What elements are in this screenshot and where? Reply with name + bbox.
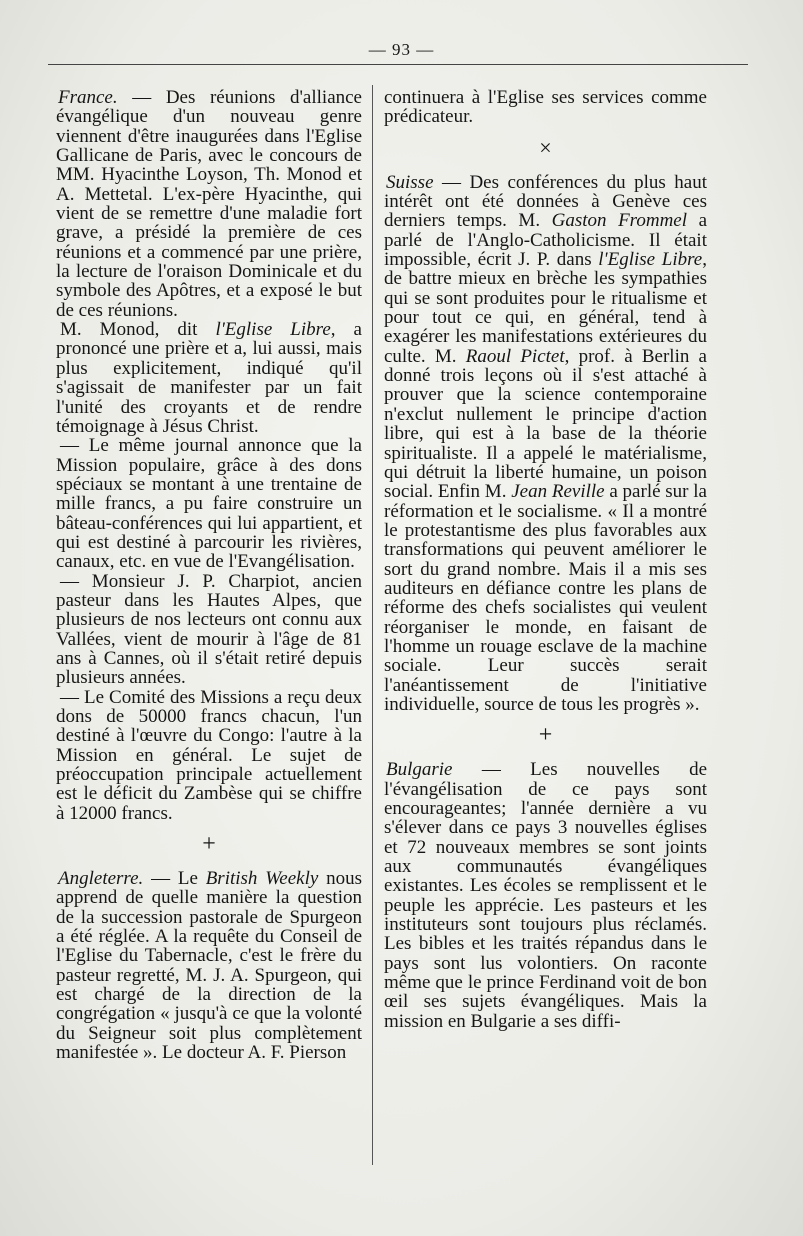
person-name: Jean Reville	[511, 481, 605, 503]
paragraph-monod	[56, 320, 362, 436]
section-heading-france: France.	[58, 87, 118, 108]
paragraph-angleterre	[56, 869, 362, 1062]
right-column	[384, 88, 707, 1031]
paragraph-continuation: continuera à l'Eglise ses services comme prédicateur.	[384, 87, 707, 128]
journal-name: l'Eglise Libre	[215, 319, 331, 341]
suisse-text-5: a parlé sur la réformation et le socialisme. « Il a montré le protestantisme des plus favorables aux transformations qui peuvent améliorer le sort du grand nombre. Mais il a mis ses auditeurs en défiance contre les plans de réforme des chefs socialistes qui veulent réorganiser le monde, en faisant de l'homme un rouage esclave de la machine sociale. Leur succès serait l'anéantissement de l'initiative individuelle, source de tous les progrès ».	[384, 481, 707, 715]
paragraph-suisse	[384, 173, 707, 715]
section-heading-suisse: Suisse	[386, 171, 434, 193]
page-number: — 93 —	[368, 40, 435, 59]
angleterre-text-pre: — Le	[143, 868, 206, 890]
monod-text-post: , a prononcé une prière et a, lui aussi, mais plus explicitement, indiqué qu'il s'agissait de manifester par un fait l'unité des croyants et de rendre témoignage à Jésus Christ.	[56, 319, 362, 437]
left-column	[56, 88, 362, 1063]
section-heading-angleterre: Angleterre.	[58, 868, 144, 890]
paragraph-bulgarie	[384, 760, 707, 1031]
suisse-text-3: , de battre mieux en brèche les sympathies qui se sont produites pour le ritualisme et pour tout ce qui, en général, tend à exagérer les manifestations extérieures du culte. M.	[384, 249, 707, 367]
header-rule	[48, 64, 748, 65]
section-heading-bulgarie: Bulgarie	[386, 759, 453, 781]
paragraph-comite: — Le Comité des Missions a reçu deux dons de 50000 francs chacun, l'un destiné à l'œuvre du Congo: l'autre à la Mission en général. Le sujet de préoccupation principale actuellement est le déficit du Zambèse qui se chiffre à 12000 francs.	[56, 686, 362, 824]
suisse-text-4: , prof. à Berlin a donné trois leçons où il s'est attaché à prouver que la science contemporaine n'exclut nullement le principe d'action libre, qui est à la base de la théorie spiritualiste. Il a appelé le matérialisme, qui détruit la liberté humaine, un poison social. Enfin M.	[384, 345, 707, 503]
journal-name: l'Eglise Libre	[598, 249, 703, 271]
journal-name: British Weekly	[205, 868, 319, 890]
paragraph-charpiot: — Monsieur J. P. Charpiot, ancien pasteur dans les Hautes Alpes, que plusieurs de nos lecteurs ont connu aux Vallées, vient de mourir à l'âge de 81 ans à Cannes, où il s'était retiré depuis plusieurs années.	[56, 570, 362, 689]
france-text: — Des réunions d'alliance évangélique d'un nouveau genre viennent d'être inaugurées dans l'Eglise Gallicane de Paris, avec le concours de MM. Hyacinthe Loyson, Th. Monod et A. Mettetal. L'ex-père Hyacinthe, qui vient de se remettre d'une maladie fort grave, a présidé la première de ces réunions et a commencé par une prière, la lecture de l'oraison Dominicale et du symbole des Apôtres, et a exposé le but de ces réunions.	[56, 87, 362, 321]
section-separator: ×	[539, 134, 552, 160]
person-name: Raoul Pictet	[465, 345, 565, 367]
column-divider	[372, 85, 373, 1165]
suisse-text-2: a parlé de l'Anglo-Catholicisme. Il était impossible, écrit J. P. dans	[384, 210, 707, 271]
paragraph-mission-populaire: — Le même journal annonce que la Mission populaire, grâce à des dons spéciaux se montant à une trentaine de mille francs, a pu faire construire un bâteau-conférences qui lui appartient, et qui est destiné à parcourir les rivières, canaux, etc. en vue de l'Evangélisation.	[56, 435, 362, 573]
monod-text-pre: M. Monod, dit	[60, 319, 216, 341]
section-separator: +	[202, 831, 216, 858]
suisse-text-1: — Des conférences du plus haut intérêt ont été données à Genève ces derniers temps. M.	[384, 171, 707, 232]
person-name: Gaston Frommel	[551, 210, 688, 232]
section-separator: +	[538, 722, 553, 749]
bulgarie-text: — Les nouvelles de l'évangélisation de ce pays sont encourageantes; l'année dernière a vu s'élever dans ce pays 3 nouvelles églises et 72 nouveaux membres se sont joints aux communautés évangéliques existantes. Les écoles se remplissent et le peuple les apprécie. Les pasteurs et les instituteurs sont toujours plus réclamés. Les bibles et les traités répandus dans le pays sont lus volontiers. On raconte même que le prince Ferdinand voit de bon œil ses sujets évangéliques. Mais la mission en Bulgarie a ses diffi-	[384, 759, 707, 1032]
angleterre-text-post: nous apprend de quelle manière la question de la succession pastorale de Spurgeon a été réglée. A la requête du Conseil de l'Eglise du Tabernacle, c'est le frère du pasteur regretté, M. J. A. Spurgeon, qui est chargé de la direction de la congrégation « jusqu'à ce que la volonté du Seigneur soit plus complètement manifestée ». Le docteur A. F. Pierson	[56, 868, 362, 1064]
paragraph-france	[56, 88, 362, 320]
